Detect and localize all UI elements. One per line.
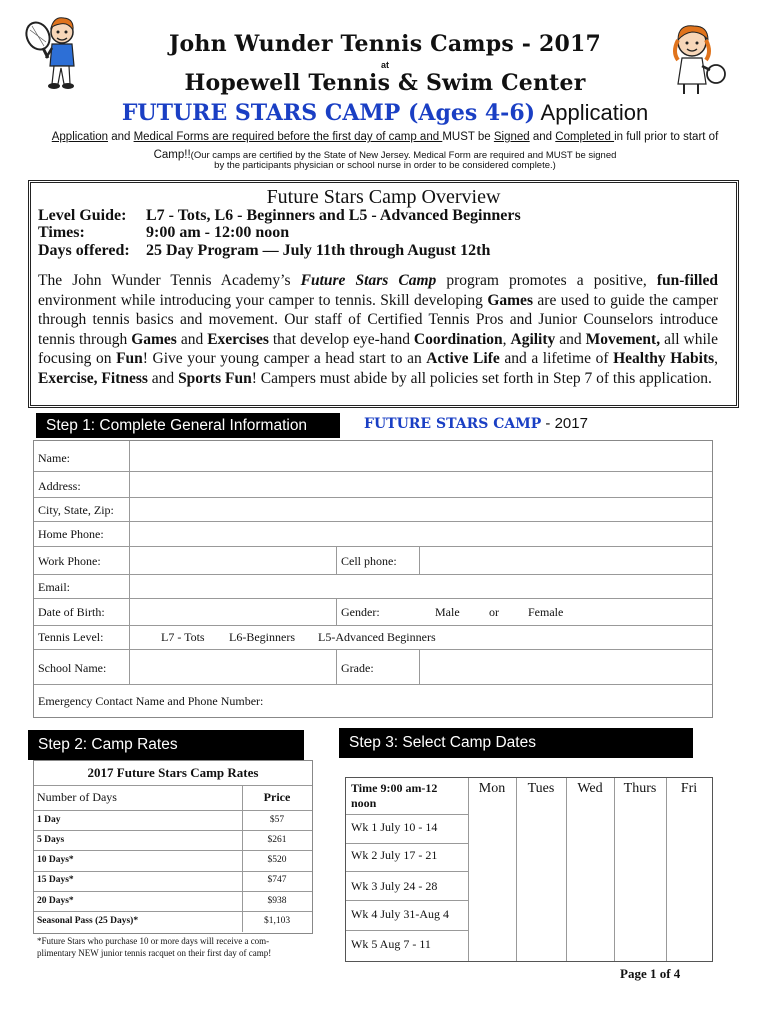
dob-label: Date of Birth: [38,605,105,619]
email-input[interactable] [130,575,712,598]
overview-title: Future Stars Camp Overview [266,186,501,208]
city-state-zip-label: City, State, Zip: [38,503,114,517]
camp-rates-table [33,760,313,934]
notice-signed: Signed [493,131,530,143]
name-input[interactable] [130,441,712,471]
rates-footnote-2: plimentary NEW junior tennis racquet on their first day of camp! [37,948,272,958]
rate-row-price: $261 [267,835,287,845]
home-phone-label: Home Phone: [38,527,104,541]
step1-camp-label [364,415,588,432]
rates-col-days: Number of Days [37,790,117,804]
work-phone-input[interactable] [130,547,336,574]
rate-row-days: 1 Day [37,815,61,825]
level-l7-option[interactable]: L7 - Tots [161,630,205,644]
step3-header [339,728,693,758]
notice-and-2: and [529,131,556,143]
level-guide-value: L7 - Tots, L6 - Beginners and L5 - Advanced Beginners [146,207,521,224]
camp-dates-table [345,777,713,962]
rate-row-days: 10 Days* [37,855,74,865]
notice-completed: Completed [555,131,615,143]
tennis-level-label: Tennis Level: [38,630,104,644]
rate-row-days: 20 Days* [37,896,74,906]
rate-row-price: $747 [267,875,287,885]
dob-input[interactable] [130,599,336,625]
rate-row-days: Seasonal Pass (25 Days)* [37,916,139,926]
title-at: at [380,60,389,70]
time-label-2: noon [351,796,377,810]
step1-camp-name: FUTURE STARS CAMP [364,416,542,432]
notice-line-3: by the participants physician or school nurse in order to be considered complete.) [214,160,556,171]
rate-row-days: 15 Days* [37,875,74,885]
day-header-tues: Tues [527,781,555,796]
gender-female-option[interactable]: Female [528,605,564,619]
home-phone-input[interactable] [130,522,712,546]
rates-col-price: Price [263,790,291,804]
step1-header-text: Step 1: Complete General Information [46,417,308,434]
step2-header-text: Step 2: Camp Rates [38,736,178,753]
emergency-contact-label: Emergency Contact Name and Phone Number: [38,694,264,708]
week-row[interactable]: Wk 1 July 10 - 14 [351,820,438,834]
overview-paragraph: The John Wunder Tennis Academy’s Future Stars Camp program promotes a positive, fun-filled environment while introducing your camper to tennis. Skill developing Games are used to guide the camper through tennis basics and movement. Our staff of Certified Tennis Pros and Junior Counselors introduce tennis through Games and Exercises that develop eye-hand Coordination, Agility and Movement, all while focusing on Fun! Give your young camper a head start to an Active Life and a lifetime of Healthy Habits, Exercise, Fitness and Sports Fun! Campers must abide by all policies set forth in Step 7 of this application. [38,272,719,387]
rate-row-price: $938 [267,896,287,906]
level-l5-option[interactable]: L5-Advanced Beginners [318,630,436,644]
times-label: Times: [38,224,85,241]
step3-header-text: Step 3: Select Camp Dates [349,734,536,751]
title-line-2: Hopewell Tennis & Swim Center [184,70,586,96]
cell-phone-input[interactable] [420,547,712,574]
time-label-1: Time 9:00 am-12 [351,781,438,795]
level-l6-option[interactable]: L6-Beginners [229,630,295,644]
work-phone-label: Work Phone: [38,554,101,568]
city-state-zip-input[interactable] [130,498,712,521]
level-guide-label: Level Guide: [38,207,127,224]
notice-line-1 [0,130,770,145]
step1-camp-year: - 2017 [541,415,588,432]
days-offered-label: Days offered: [38,242,130,259]
rate-row-price: $1,103 [263,916,291,926]
general-info-form [33,440,713,718]
address-label: Address: [38,479,81,493]
notice-and: and [108,131,134,143]
title-line-1: John Wunder Tennis Camps - 2017 [168,31,602,57]
notice-must: MUST be [442,131,494,143]
notice-full: in full prior to start of [614,131,719,143]
week-row[interactable]: Wk 4 July 31-Aug 4 [351,907,449,921]
day-header-thurs: Thurs [623,781,657,796]
rates-footnote-1: *Future Stars who purchase 10 or more days will receive a com- [37,936,270,946]
application-word: Application [540,100,649,125]
week-row[interactable]: Wk 3 July 24 - 28 [351,879,438,893]
notice-application: Application [51,131,108,143]
notice-certified: (Our camps are certified by the State of New Jersey. Medical Form are required and MUST be signed [190,150,617,161]
notice-medical: Medical Forms are required before the first day of camp and [133,131,443,143]
notice-camp: Camp!! [153,149,191,161]
times-value: 9:00 am - 12:00 noon [146,224,290,241]
day-header-fri: Fri [680,781,698,796]
rates-table-title: 2017 Future Stars Camp Rates [87,765,259,780]
cell-phone-label: Cell phone: [341,554,397,568]
camp-name: FUTURE STARS CAMP (Ages 4-6) [121,100,536,126]
gender-or: or [489,605,499,619]
rate-row-price: $520 [267,855,287,865]
page-number: Page 1 of 4 [620,966,681,981]
step1-header [36,413,340,438]
gender-male-option[interactable]: Male [435,605,460,619]
camp-title-line [0,100,770,126]
rate-row-days: 5 Days [37,835,65,845]
address-input[interactable] [130,472,712,497]
email-label: Email: [38,580,70,594]
gender-label: Gender: [341,605,380,619]
step2-header [28,730,304,760]
name-label: Name: [38,451,70,465]
week-row[interactable]: Wk 2 July 17 - 21 [351,848,438,862]
grade-input[interactable] [420,650,712,684]
school-name-input[interactable] [130,650,336,684]
day-header-mon: Mon [478,781,506,796]
rate-row-price: $57 [269,815,285,825]
week-row[interactable]: Wk 5 Aug 7 - 11 [351,937,431,951]
grade-label: Grade: [341,661,374,675]
school-name-label: School Name: [38,661,107,675]
days-offered-value: 25 Day Program — July 11th through August 12th [146,242,491,259]
day-header-wed: Wed [577,781,603,796]
